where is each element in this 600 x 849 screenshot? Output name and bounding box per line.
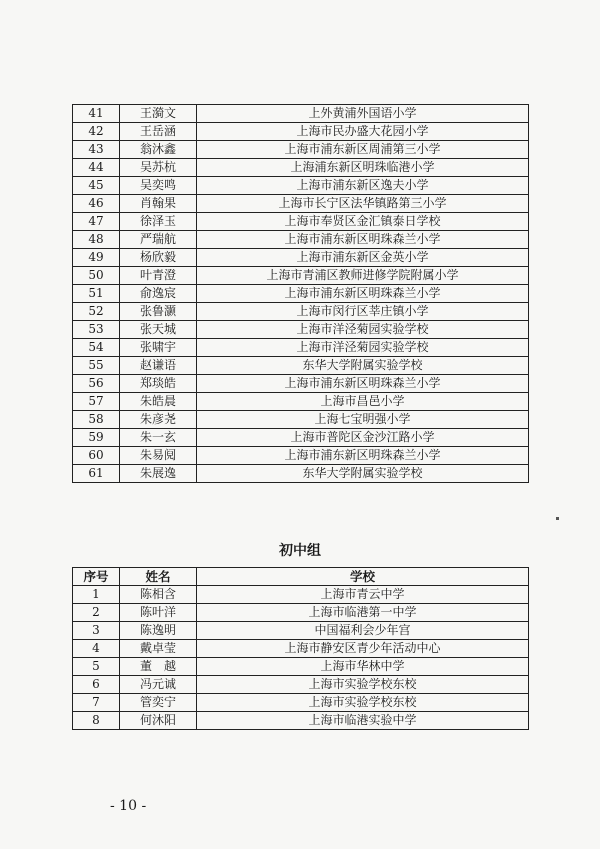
school-name: 东华大学附属实验学校 (197, 357, 529, 375)
row-number: 53 (73, 321, 120, 339)
table-row (73, 213, 529, 231)
school-name: 上外黄浦外国语小学 (197, 105, 529, 123)
school-name: 上海市闵行区莘庄镇小学 (197, 303, 529, 321)
page-number: - 10 - (110, 798, 147, 814)
row-number: 2 (73, 604, 120, 622)
student-name: 杨欣毅 (120, 249, 197, 267)
junior-section-title: 初中组 (279, 543, 321, 559)
student-name: 翁沐鑫 (120, 141, 197, 159)
row-number: 51 (73, 285, 120, 303)
table-row (73, 249, 529, 267)
row-number: 6 (73, 676, 120, 694)
table-row (73, 339, 529, 357)
row-number: 44 (73, 159, 120, 177)
school-name: 东华大学附属实验学校 (197, 465, 529, 483)
table-row (73, 375, 529, 393)
junior-table-header (73, 568, 529, 586)
row-number: 46 (73, 195, 120, 213)
header-name: 姓名 (120, 568, 197, 586)
row-number: 3 (73, 622, 120, 640)
table-row (73, 285, 529, 303)
row-number: 57 (73, 393, 120, 411)
student-name: 何沐阳 (120, 712, 197, 730)
junior-school-award-table (72, 567, 529, 730)
row-number: 59 (73, 429, 120, 447)
table-row (73, 123, 529, 141)
table-row (73, 658, 529, 676)
school-name: 上海市浦东新区金英小学 (197, 249, 529, 267)
school-name: 上海市静安区青少年活动中心 (197, 640, 529, 658)
school-name: 上海市洋泾菊园实验学校 (197, 321, 529, 339)
school-name: 上海市浦东新区周浦第三小学 (197, 141, 529, 159)
header-row (73, 568, 529, 586)
school-name: 上海市青浦区教师进修学院附属小学 (197, 267, 529, 285)
row-number: 45 (73, 177, 120, 195)
row-number: 52 (73, 303, 120, 321)
junior-table-body (73, 586, 529, 730)
table-row (73, 393, 529, 411)
row-number: 54 (73, 339, 120, 357)
table-row (73, 195, 529, 213)
row-number: 58 (73, 411, 120, 429)
row-number: 7 (73, 694, 120, 712)
row-number: 42 (73, 123, 120, 141)
row-number: 56 (73, 375, 120, 393)
student-name: 朱彦尧 (120, 411, 197, 429)
student-name: 朱一玄 (120, 429, 197, 447)
table-row (73, 586, 529, 604)
school-name: 上海市昌邑小学 (197, 393, 529, 411)
row-number: 8 (73, 712, 120, 730)
table-row (73, 231, 529, 249)
student-name: 俞逸宸 (120, 285, 197, 303)
school-name: 上海市浦东新区明珠森兰小学 (197, 375, 529, 393)
table-row (73, 357, 529, 375)
school-name: 中国福利会少年宫 (197, 622, 529, 640)
student-name: 冯元诚 (120, 676, 197, 694)
student-name: 陈叶洋 (120, 604, 197, 622)
row-number: 43 (73, 141, 120, 159)
table-row (73, 622, 529, 640)
school-name: 上海市浦东新区明珠森兰小学 (197, 447, 529, 465)
student-name: 张天城 (120, 321, 197, 339)
student-name: 叶青澄 (120, 267, 197, 285)
table-row (73, 604, 529, 622)
student-name: 吴奕鸣 (120, 177, 197, 195)
table-row (73, 321, 529, 339)
school-name: 上海市洋泾菊园实验学校 (197, 339, 529, 357)
table-row (73, 267, 529, 285)
student-name: 朱展逸 (120, 465, 197, 483)
row-number: 55 (73, 357, 120, 375)
table-row (73, 694, 529, 712)
table-row (73, 141, 529, 159)
table-row (73, 676, 529, 694)
table-row (73, 712, 529, 730)
row-number: 1 (73, 586, 120, 604)
student-name: 朱皓晨 (120, 393, 197, 411)
school-name: 上海市长宁区法华镇路第三小学 (197, 195, 529, 213)
school-name: 上海市青云中学 (197, 586, 529, 604)
school-name: 上海市普陀区金沙江路小学 (197, 429, 529, 447)
student-name: 肖翰果 (120, 195, 197, 213)
school-name: 上海市实验学校东校 (197, 676, 529, 694)
student-name: 王岳涵 (120, 123, 197, 141)
table-row (73, 465, 529, 483)
row-number: 60 (73, 447, 120, 465)
table-row (73, 411, 529, 429)
student-name: 陈相含 (120, 586, 197, 604)
school-name: 上海市华林中学 (197, 658, 529, 676)
student-name: 赵谦语 (120, 357, 197, 375)
header-school: 学校 (197, 568, 529, 586)
student-name: 戴卓莹 (120, 640, 197, 658)
student-name: 董 越 (120, 658, 197, 676)
student-name: 朱易阋 (120, 447, 197, 465)
row-number: 4 (73, 640, 120, 658)
row-number: 48 (73, 231, 120, 249)
school-name: 上海市浦东新区明珠森兰小学 (197, 231, 529, 249)
row-number: 49 (73, 249, 120, 267)
row-number: 50 (73, 267, 120, 285)
school-name: 上海七宝明强小学 (197, 411, 529, 429)
school-name: 上海市临港第一中学 (197, 604, 529, 622)
table-row (73, 105, 529, 123)
primary-school-award-table (72, 104, 529, 483)
student-name: 陈逸明 (120, 622, 197, 640)
school-name: 上海市临港实验中学 (197, 712, 529, 730)
scan-speck (556, 517, 559, 520)
row-number: 41 (73, 105, 120, 123)
school-name: 上海市奉贤区金汇镇泰日学校 (197, 213, 529, 231)
school-name: 上海市实验学校东校 (197, 694, 529, 712)
table-row (73, 429, 529, 447)
student-name: 郑琰皓 (120, 375, 197, 393)
row-number: 5 (73, 658, 120, 676)
student-name: 徐泽玉 (120, 213, 197, 231)
primary-table-body (73, 105, 529, 483)
table-row (73, 159, 529, 177)
header-number: 序号 (73, 568, 120, 586)
row-number: 61 (73, 465, 120, 483)
school-name: 上海浦东新区明珠临港小学 (197, 159, 529, 177)
table-row (73, 447, 529, 465)
table-row (73, 177, 529, 195)
school-name: 上海市浦东新区明珠森兰小学 (197, 285, 529, 303)
student-name: 严瑞航 (120, 231, 197, 249)
school-name: 上海市浦东新区逸夫小学 (197, 177, 529, 195)
student-name: 王漪文 (120, 105, 197, 123)
table-row (73, 303, 529, 321)
row-number: 47 (73, 213, 120, 231)
student-name: 管奕宁 (120, 694, 197, 712)
student-name: 张啸宇 (120, 339, 197, 357)
student-name: 张鲁灏 (120, 303, 197, 321)
school-name: 上海市民办盛大花园小学 (197, 123, 529, 141)
student-name: 吴苏杭 (120, 159, 197, 177)
table-row (73, 640, 529, 658)
